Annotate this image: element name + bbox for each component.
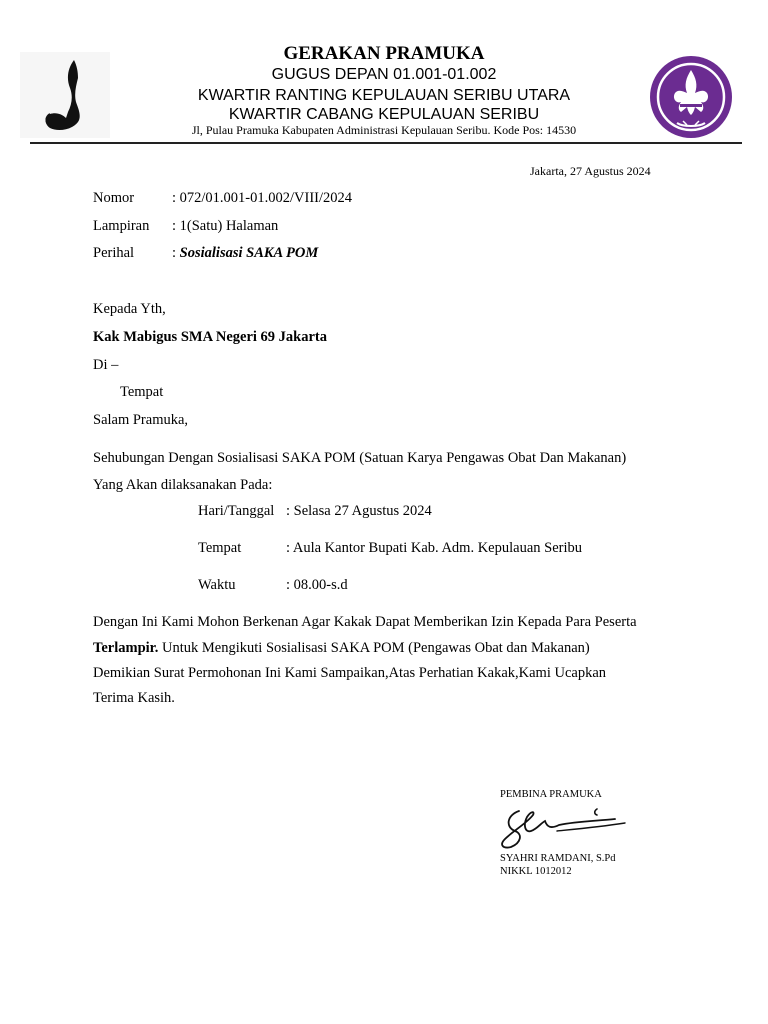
salutation-to: Kepada Yth, xyxy=(93,301,166,317)
meta-lampiran-label: Lampiran xyxy=(93,218,150,234)
gugus-depan: GUGUS DEPAN 01.001-01.002 xyxy=(271,66,497,83)
paragraph1-line2: Yang Akan dilaksanakan Pada: xyxy=(93,477,273,493)
di-line: Di – xyxy=(93,357,119,373)
meta-nomor-value: : 072/01.001-01.002/VIII/2024 xyxy=(172,190,353,206)
detail-waktu-value: : 08.00-s.d xyxy=(286,577,348,593)
tempat-line: Tempat xyxy=(120,384,164,400)
kwartir-ranting: KWARTIR RANTING KEPULAUAN SERIBU UTARA xyxy=(197,87,571,104)
signature-name: SYAHRI RAMDANI, S.Pd xyxy=(500,853,616,864)
detail-hari-value: : Selasa 27 Agustus 2024 xyxy=(286,503,432,519)
paragraph1-line1: Sehubungan Dengan Sosialisasi SAKA POM (Satuan Karya Pengawas Obat Dan Makanan) xyxy=(93,450,627,466)
paragraph2-line3: Demikian Surat Permohonan Ini Kami Sampaikan,Atas Perhatian Kakak,Kami Ucapkan xyxy=(93,665,607,681)
meta-perihal-prefix: : xyxy=(172,245,180,261)
meta-lampiran-value: : 1(Satu) Halaman xyxy=(172,218,279,234)
detail-tempat-label: Tempat xyxy=(198,540,242,556)
meta-nomor-label: Nomor xyxy=(93,190,135,206)
address: Jl, Pulau Pramuka Kabupaten Administrasi Kepulauan Seribu. Kode Pos: 14530 xyxy=(191,123,577,137)
paragraph2-line2-rest: Untuk Mengikuti Sosialisasi SAKA POM (Pengawas Obat dan Makanan) xyxy=(158,640,590,656)
letter-date: Jakarta, 27 Agustus 2024 xyxy=(530,164,651,178)
detail-tempat-value: : Aula Kantor Bupati Kab. Adm. Kepulauan Seribu xyxy=(286,540,582,556)
meta-perihal-value xyxy=(172,245,318,262)
kwartir-cabang: KWARTIR CABANG KEPULAUAN SERIBU xyxy=(228,106,540,123)
handwritten-signature xyxy=(497,801,637,853)
detail-hari-label: Hari/Tanggal xyxy=(198,503,275,519)
header-divider xyxy=(30,142,742,144)
greeting: Salam Pramuka, xyxy=(93,412,189,428)
paragraph2-terlampir: Terlampir. xyxy=(93,640,159,656)
paragraph2-line1: Dengan Ini Kami Mohon Berkenan Agar Kakak Dapat Memberikan Izin Kepada Para Peserta xyxy=(93,614,637,630)
org-name: GERAKAN PRAMUKA xyxy=(283,43,485,64)
meta-perihal-label: Perihal xyxy=(93,245,135,261)
recipient: Kak Mabigus SMA Negeri 69 Jakarta xyxy=(93,329,328,345)
signature-title: PEMBINA PRAMUKA xyxy=(500,789,602,800)
signature-nik: NIKKL 1012012 xyxy=(500,866,572,877)
paragraph2-line4: Terima Kasih. xyxy=(93,690,175,706)
meta-perihal-subject: Sosialisasi SAKA POM xyxy=(179,245,319,261)
detail-waktu-label: Waktu xyxy=(198,577,236,593)
paragraph2-line2 xyxy=(93,640,590,657)
